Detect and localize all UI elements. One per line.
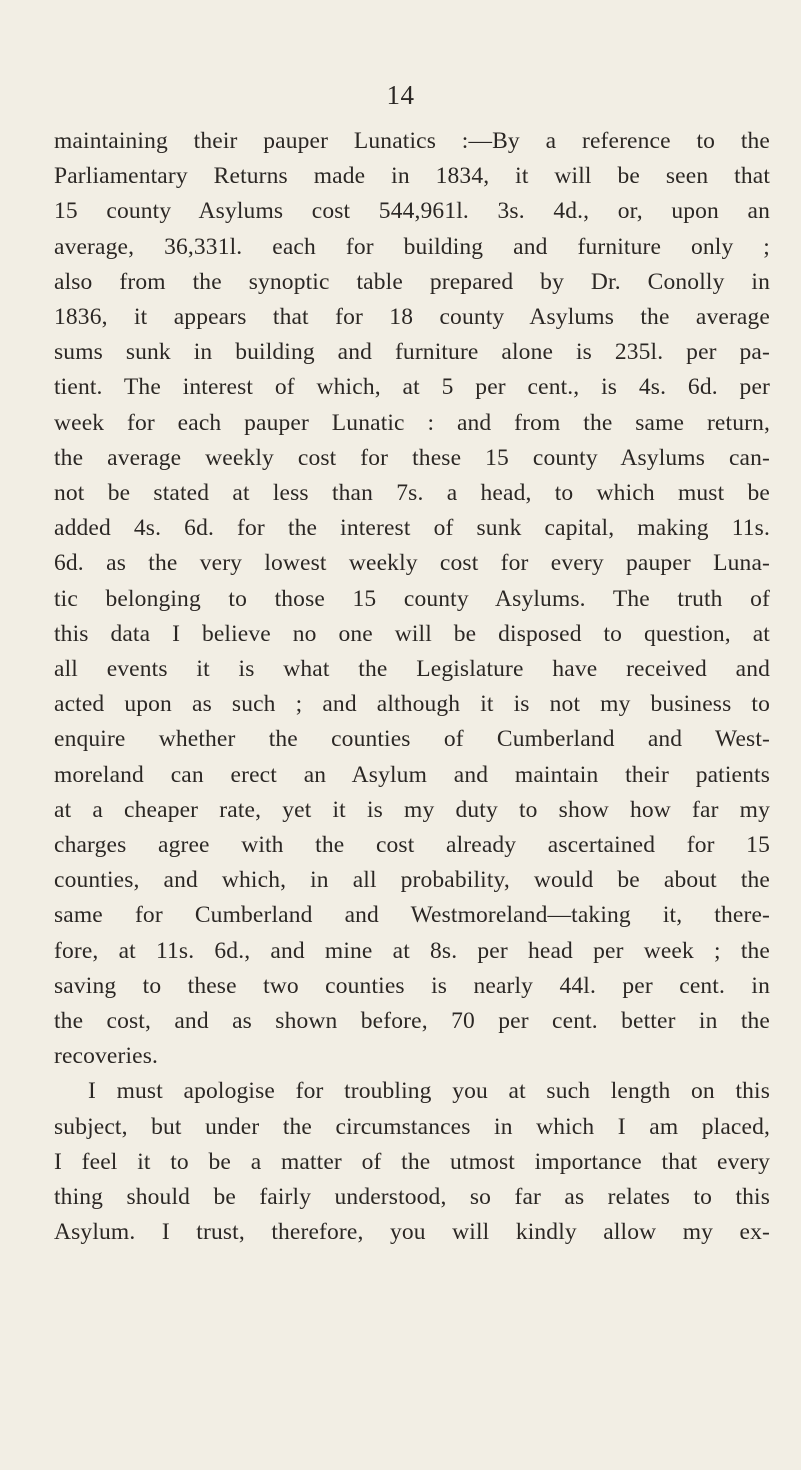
text-line: counties, and which, in all probability, would be about the bbox=[54, 867, 770, 894]
text-line: this data I believe no one will be disposed to question, at bbox=[54, 620, 770, 647]
text-line: moreland can erect an Asylum and maintain their patients bbox=[54, 761, 770, 788]
text-line: also from the synoptic table prepared by Dr. Conolly in bbox=[54, 268, 770, 295]
text-line: I must apologise for troubling you at such length on this bbox=[88, 1078, 770, 1105]
text-line: enquire whether the counties of Cumberland and West- bbox=[54, 726, 770, 753]
text-line: thing should be fairly understood, so far as relates to this bbox=[54, 1184, 770, 1211]
text-line: added 4s. 6d. for the interest of sunk capital, making 11s. bbox=[54, 515, 770, 542]
text-line: acted upon as such ; and although it is not my business to bbox=[54, 691, 770, 718]
text-line: 1836, it appears that for 18 county Asylums the average bbox=[54, 304, 770, 331]
text-line: maintaining their pauper Lunatics :—By a reference to the bbox=[54, 128, 770, 154]
text-line: Parliamentary Returns made in 1834, it will be seen that bbox=[54, 163, 770, 190]
text-line: all events it is what the Legislature have received and bbox=[54, 656, 770, 683]
text-line: the cost, and as shown before, 70 per cent. better in the bbox=[54, 1008, 770, 1035]
text-line: 6d. as the very lowest weekly cost for every pauper Luna- bbox=[54, 550, 770, 577]
text-line: same for Cumberland and Westmoreland—taking it, there- bbox=[54, 902, 770, 929]
text-line: not be stated at less than 7s. a head, to which must be bbox=[54, 480, 770, 507]
text-line: saving to these two counties is nearly 44l. per cent. in bbox=[54, 972, 770, 999]
text-line: at a cheaper rate, yet it is my duty to show how far my bbox=[54, 796, 770, 823]
text-line: sums sunk in building and furniture alone is 235l. per pa- bbox=[54, 339, 770, 366]
text-line: charges agree with the cost already ascertained for 15 bbox=[54, 832, 770, 859]
text-line: week for each pauper Lunatic : and from the same return, bbox=[54, 409, 770, 436]
text-line: subject, but under the circumstances in which I am placed, bbox=[54, 1113, 770, 1140]
text-line: 15 county Asylums cost 544,961l. 3s. 4d., or, upon an bbox=[54, 198, 770, 225]
page-number: 14 bbox=[386, 80, 415, 110]
text-line: tic belonging to those 15 county Asylums. The truth of bbox=[54, 585, 770, 612]
text-line: tient. The interest of which, at 5 per cent., is 4s. 6d. per bbox=[54, 374, 770, 401]
text-line: average, 36,331l. each for building and furniture only ; bbox=[54, 233, 770, 260]
text-line: I feel it to be a matter of the utmost importance that every bbox=[54, 1148, 770, 1175]
text-line: Asylum. I trust, therefore, you will kindly allow my ex- bbox=[54, 1219, 770, 1246]
text-line: the average weekly cost for these 15 county Asylums can- bbox=[54, 444, 770, 471]
text-line: fore, at 11s. 6d., and mine at 8s. per head per week ; the bbox=[54, 937, 770, 964]
text-line: recoveries. bbox=[54, 1043, 159, 1070]
body-text bbox=[54, 124, 770, 1251]
